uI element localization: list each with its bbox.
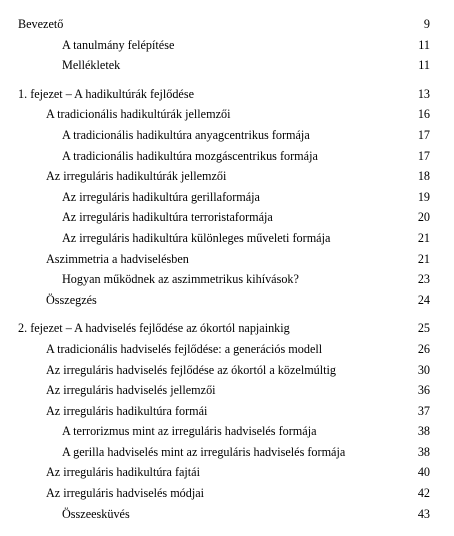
toc-entry-title: 2. fejezet – A hadviselés fejlődése az ókortól napjainkig (18, 321, 290, 336)
toc-entry-title: A terrorizmus mint az irreguláris hadviselés formája (62, 424, 317, 439)
toc-entry[interactable] (0, 84, 454, 105)
toc-entry[interactable] (0, 360, 454, 381)
toc-entry-title: Az irreguláris hadviselés fejlődése az ókortól a közelmúltig (46, 362, 337, 377)
toc-entry[interactable] (0, 269, 454, 290)
toc-entry-page-number: 21 (417, 230, 430, 245)
toc-entry[interactable] (0, 249, 454, 270)
toc-entry-title: Az irreguláris hadikultúra különleges műveleti formája (62, 230, 331, 245)
toc-entry[interactable] (0, 504, 454, 525)
toc-entry-title: A tradicionális hadikultúrák jellemzői (46, 107, 231, 122)
toc-entry-page-number: 36 (417, 383, 430, 398)
toc-entry-page-number: 23 (417, 272, 430, 287)
toc-entry-page-number: 21 (417, 251, 430, 266)
toc-entry-title: A tradicionális hadikultúra mozgáscentrikus formája (62, 148, 318, 163)
toc-entry-page-number: 38 (417, 424, 430, 439)
toc-entry-page-number: 30 (417, 362, 430, 377)
toc-entry-page-number: 18 (417, 169, 430, 184)
toc-entry-title: Hogyan működnek az aszimmetrikus kihívások? (62, 272, 299, 287)
toc-entry-page-number: 24 (417, 292, 430, 307)
toc-entry-title: Összeesküvés (62, 506, 130, 521)
toc-list (0, 14, 454, 524)
toc-entry-title: A tanulmány felépítése (62, 37, 175, 52)
toc-entry-title: Összegzés (46, 292, 97, 307)
toc-entry[interactable] (0, 125, 454, 146)
toc-entry[interactable] (0, 104, 454, 125)
toc-entry-page-number: 16 (417, 107, 430, 122)
toc-entry-title: A tradicionális hadikultúra anyagcentrikus formája (62, 127, 310, 142)
toc-entry-title: A gerilla hadviselés mint az irreguláris hadviselés formája (62, 444, 346, 459)
toc-entry-title: Aszimmetria a hadviselésben (46, 251, 189, 266)
toc-entry-page-number: 17 (417, 127, 430, 142)
toc-entry-page-number: 17 (417, 148, 430, 163)
toc-entry-page-number: 40 (417, 465, 430, 480)
toc-entry[interactable] (0, 401, 454, 422)
toc-entry-title: A tradicionális hadviselés fejlődése: a generációs modell (46, 341, 323, 356)
toc-entry-page-number: 11 (418, 58, 430, 73)
toc-entry[interactable] (0, 228, 454, 249)
toc-entry-page-number: 26 (417, 341, 430, 356)
toc-entry-page-number: 13 (417, 86, 430, 101)
toc-entry-title: Az irreguláris hadviselés módjai (46, 486, 205, 501)
toc-entry[interactable] (0, 462, 454, 483)
toc-entry-title: Az irreguláris hadikultúra fajtái (46, 465, 200, 480)
toc-entry[interactable] (0, 55, 454, 76)
toc-entry[interactable] (0, 14, 454, 35)
toc-entry-title: Az irreguláris hadikultúra formái (46, 403, 208, 418)
toc-entry[interactable] (0, 35, 454, 56)
toc-entry-page-number: 19 (417, 189, 430, 204)
toc-entry-page-number: 25 (417, 321, 430, 336)
toc-entry-page-number: 38 (417, 444, 430, 459)
toc-entry-page-number: 11 (418, 37, 430, 52)
toc-entry[interactable] (0, 290, 454, 311)
toc-entry[interactable] (0, 380, 454, 401)
toc-entry-title: Az irreguláris hadviselés jellemzői (46, 383, 216, 398)
toc-entry-title: 1. fejezet – A hadikultúrák fejlődése (18, 86, 194, 101)
toc-entry-title: Mellékletek (62, 58, 121, 73)
toc-entry-page-number: 9 (423, 17, 430, 31)
toc-entry[interactable] (0, 318, 454, 339)
toc-entry[interactable] (0, 207, 454, 228)
toc-entry-page-number: 37 (417, 403, 430, 418)
toc-entry-title: Bevezető (18, 17, 64, 31)
toc-entry[interactable] (0, 187, 454, 208)
toc-entry[interactable] (0, 421, 454, 442)
toc-entry[interactable] (0, 166, 454, 187)
toc-entry-title: Az irreguláris hadikultúra gerillaformája (62, 189, 260, 204)
toc-entry[interactable] (0, 339, 454, 360)
toc-entry-title: Az irreguláris hadikultúra terroristaformája (62, 210, 273, 225)
toc-entry-page-number: 42 (417, 486, 430, 501)
toc-entry-title: Az irreguláris hadikultúrák jellemzői (46, 169, 227, 184)
toc-entry[interactable] (0, 146, 454, 167)
toc-entry[interactable] (0, 483, 454, 504)
toc-entry-page-number: 43 (417, 506, 430, 521)
toc-entry[interactable] (0, 442, 454, 463)
toc-entry-page-number: 20 (417, 210, 430, 225)
